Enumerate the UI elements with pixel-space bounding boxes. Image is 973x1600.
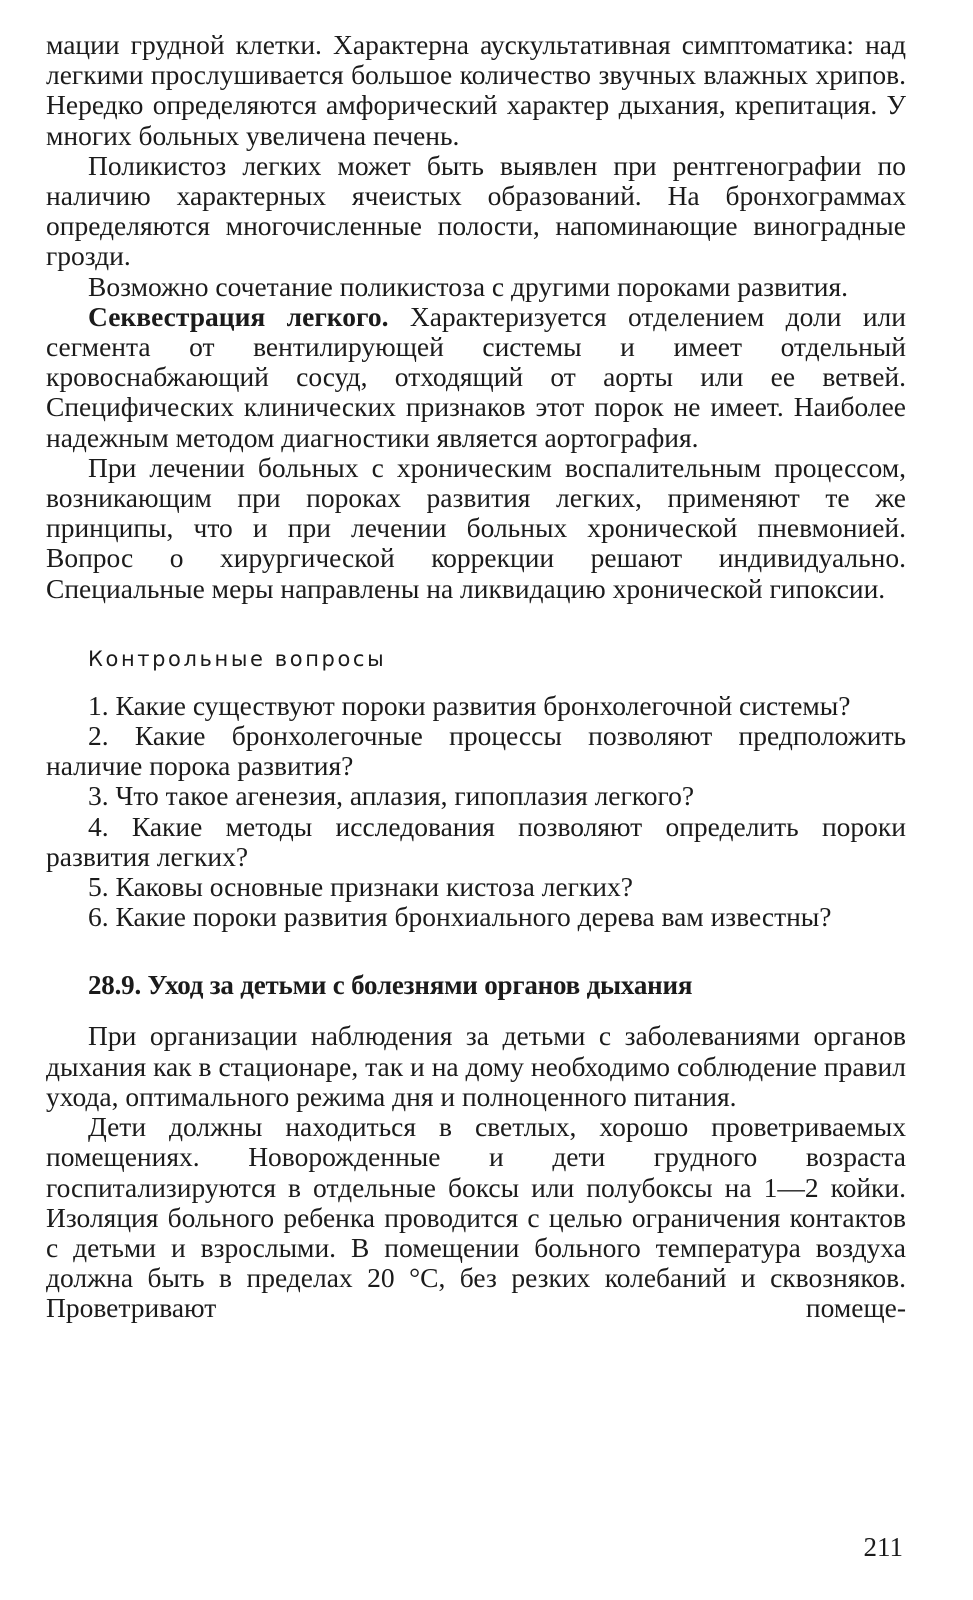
sequestration-runin-heading: Секвестрация легкого. xyxy=(88,300,389,332)
paragraph-treatment: При лечении больных с хроническим воспалительным процессом, возникающим при пороках развития легких, применяют те же принципы, что и при лечении больных хронической пневмонией. Вопрос о хирургической коррекции решают индивидуально. Специальные меры направлены на ликвидацию хронической гипоксии. xyxy=(46,451,906,604)
question-item: 3. Что такое агенезия, аплазия, гипоплазия легкого? xyxy=(88,780,695,812)
paragraph-auscultation: мации грудной клетки. Характерна аускультативная симптоматика: над легкими прослушивается большое количество звучных влажных хрипов. Нередко определяются амфорический характер дыхания, крепитация. У многих больных увеличена печень. xyxy=(46,29,906,151)
page-number: 211 xyxy=(863,1532,903,1562)
book-page xyxy=(46,30,906,1324)
question-item: 5. Каковы основные признаки кистоза легких? xyxy=(88,871,633,903)
section-heading: 28.9. Уход за детьми с болезнями органов дыхания xyxy=(88,970,693,1001)
question-item: 1. Какие существуют пороки развития бронхолегочной системы? xyxy=(88,689,851,721)
paragraph-polycystosis-xray: Поликистоз легких может быть выявлен при рентгенографии по наличию характерных ячеистых образований. На бронхограммах определяются многочисленные полости, напоминающие виноградные грозди. xyxy=(46,149,906,272)
paragraph-polycystosis-combination: Возможно сочетание поликистоза с другими пороками развития. xyxy=(88,270,848,302)
control-questions-title: Контрольные вопросы xyxy=(88,646,387,671)
paragraph-sequestration xyxy=(46,302,906,453)
question-item: 4. Какие методы исследования позволяют определить пороки развития легких? xyxy=(46,810,906,872)
question-item: 6. Какие пороки развития бронхиального дерева вам известны? xyxy=(88,901,832,933)
paragraph-care-organization: При организации наблюдения за детьми с заболеваниями органов дыхания как в стационаре, так и на дому необходимо соблюдение правил ухода, оптимального режима дня и полноценного питания. xyxy=(46,1020,906,1112)
question-item: 2. Какие бронхолегочные процессы позволяют предположить наличие порока развития? xyxy=(46,720,906,782)
paragraph-room-conditions: Дети должны находиться в светлых, хорошо проветриваемых помещениях. Новорожденные и дети грудного возраста госпитализируются в отдельные боксы или полубоксы на 1—2 койки. Изоляция больного ребенка проводится с целью ограничения контактов с детьми и взрослыми. В помещении больного температура воздуха должна быть в пределах 20 °С, без резких колебаний и сквозняков. Проветривают помеще- xyxy=(46,1111,906,1324)
sequestration-text: Характеризуется отделением доли или сегмента от вентилирующей системы и имеет отдельный кровоснабжающий сосуд, отходящий от аорты или ее ветвей. Специфических клинических признаков этот порок не имеет. Наиболее надежным методом диагностики является аортография. xyxy=(46,300,906,453)
control-questions-list xyxy=(46,691,906,933)
